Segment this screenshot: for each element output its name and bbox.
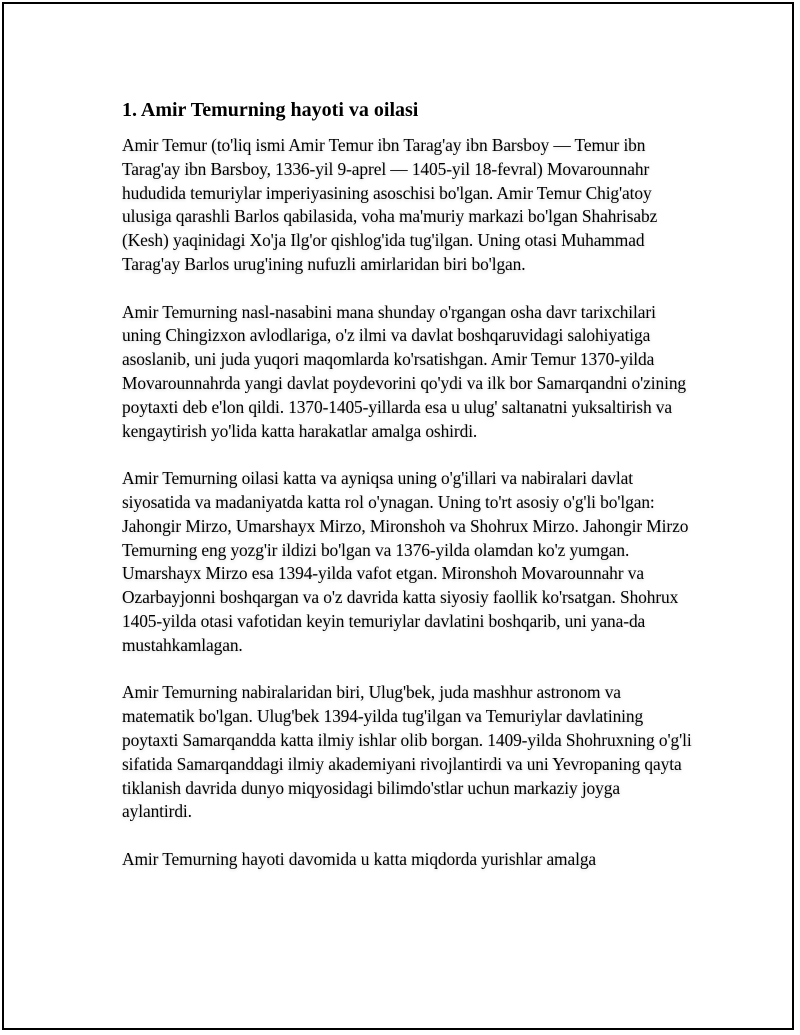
paragraph-1: Amir Temur (to'liq ismi Amir Temur ibn Tarag'ay ibn Barsboy — Temur ibn Tarag'ay ibn Barsboy, 1336-yil 9-aprel — 1405-yil 18-fevral) Movarounnahr hududida temuriylar imperiyasining asoschisi bo'lgan. Amir Temur Chig'atoy ulusiga qarashli Barlos qabilasida, voha ma'muriy markazi bo'lgan Shahrisabz (Kesh) yaqinidagi Xo'ja Ilg'or qishlog'ida tug'ilgan. Uning otasi Muhammad Tarag'ay Barlos urug'ining nufuzli amirlaridan biri bo'lgan. — [122, 135, 658, 274]
document-body — [122, 96, 694, 896]
paragraph-2: Amir Temurning nasl-nasabini mana shunday o'rgangan osha davr tarixchilari uning Chingizxon avlodlariga, o'z ilmi va davlat boshqaruvidagi salohiyatiga asoslanib, uni juda yuqori maqomlarda ko'rsatishgan. Amir Temur 1370-yilda Movarounnahrda yangi davlat poydevorini qo'ydi va ilk bor Samarqandni o'zining poytaxti deb e'lon qildi. 1370-1405-yillarda esa u ulug' saltanatni yuksaltirish va kengaytirish yo'lida katta harakatlar amalga oshirdi. — [122, 301, 687, 441]
paragraph-5: Amir Temurning hayoti davomida u katta miqdorda yurishlar amalga — [122, 848, 597, 869]
paragraph-3: Amir Temurning oilasi katta va ayniqsa uning o'g'illari va nabiralari davlat siyosatida va madaniyatda katta rol o'ynagan. Uning to'rt asosiy o'g'li bo'lgan: Jahongir Mirzo, Umarshayx Mirzo, Mironshoh va Shohrux Mirzo. Jahongir Mirzo Temurning eng yozg'ir ildizi bo'lgan va 1376-yilda olamdan ko'z yumgan. Umarshayx Mirzo esa 1394-yilda vafot etgan. Mironshoh Movarounnahr va Ozarbayjonni boshqargan va o'z davrida katta siyosiy faollik ko'rsatgan. Shohrux 1405-yilda otasi vafotidan keyin temuriylar davlatini boshqarib, uni yana-da mustahkamlagan. — [122, 468, 689, 655]
page-frame — [2, 2, 794, 1030]
paragraph-4: Amir Temurning nabiralaridan biri, Ulug'bek, juda mashhur astronom va matematik bo'lgan. Ulug'bek 1394-yilda tug'ilgan va Temuriylar davlatining poytaxti Samarqandda katta ilmiy ishlar olib borgan. 1409-yilda Shohruxning o'g'li sifatida Samarqanddagi ilmiy akademiyani rivojlantirdi va uni Yevropaning qayta tiklanish davrida dunyo miqyosidagi bilimdo'stlar uchun markaziy joyga aylantirdi. — [122, 682, 692, 822]
section-heading: 1. Amir Temurning hayoti va oilasi — [122, 99, 419, 121]
